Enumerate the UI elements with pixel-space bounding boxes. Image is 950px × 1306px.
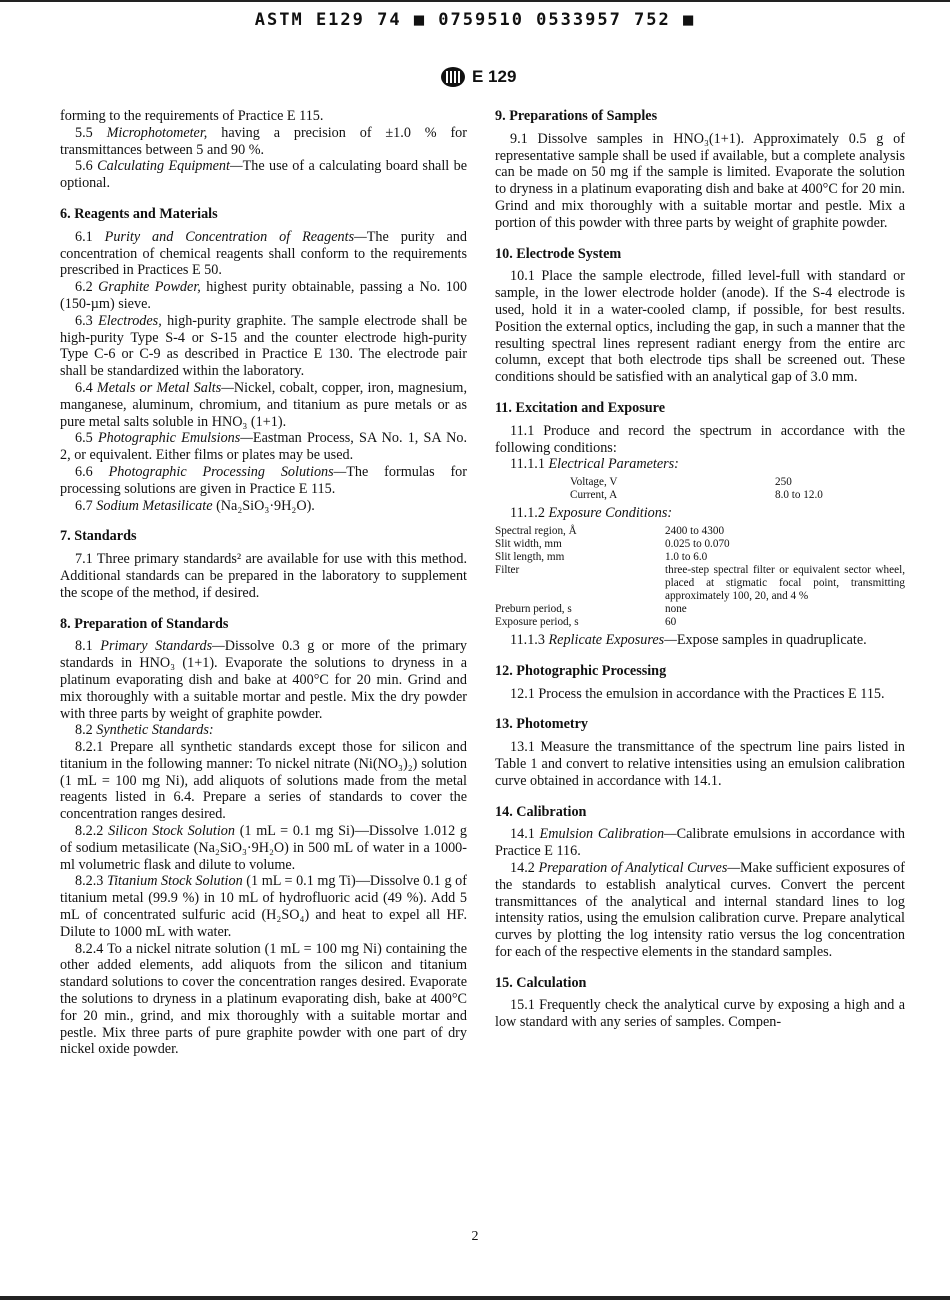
param-name: Filter (495, 563, 520, 576)
clause-title: Preparation of Analytical Curves— (538, 859, 740, 876)
clause-number: 6.7 (75, 497, 97, 514)
clause-title: Sodium Metasilicate (96, 497, 213, 514)
clause-number: 6.4 (75, 379, 97, 396)
clause-number: 5.5 (75, 124, 107, 141)
clause-title: Photographic Processing Solutions— (108, 463, 347, 480)
paragraph (60, 125, 467, 159)
bottom-rule (0, 1296, 950, 1300)
exposure-conditions-table (495, 525, 905, 629)
paragraph: 10.1 Place the sample electrode, filled level-full with standard or sample, in the lower electrode holder (anode). If the S-4 electrode is used, hold it in a water-cooled clamp, if possible, for best results. Position the external optics, including the gap, in such a manner that the resulting spectral lines represent radiant energy from the entire arc column, except that both electrode tips shall be screened out. These conditions should be satisfied with an analytical gap of 3.0 mm. (495, 268, 905, 386)
right-column (495, 108, 905, 1031)
table-row (495, 551, 905, 564)
scan-header-line: ASTM E129 74 ■ 0759510 0533957 752 ■ (254, 10, 696, 30)
paragraph (495, 860, 905, 961)
clause-title: Synthetic Standards: (96, 722, 214, 739)
clause-number: 6.5 (75, 430, 98, 447)
paragraph (495, 456, 905, 473)
clause-number: 8.2.3 (75, 873, 107, 890)
clause-number: 8.2.2 (75, 823, 109, 840)
paragraph: 12.1 Process the emulsion in accordance with the Practices E 115. (510, 685, 885, 702)
clause-text: Calibrate emulsions in accordance with Practice E 116. (495, 826, 906, 860)
clause-text: The purity and concentration of chemical reagents shall conform to the requirements prescribed in Practices E 50. (60, 228, 467, 279)
clause-text: having a precision of ±1.0 % for transmittances between 5 and 90 %. (60, 124, 468, 158)
section-heading: 13. Photometry (495, 716, 588, 733)
table-row (495, 616, 905, 629)
paragraph (495, 505, 905, 522)
clause-title: Primary Standards— (100, 638, 225, 655)
section-heading: 12. Photographic Processing (495, 662, 667, 679)
clause-text: high-purity graphite. The sample electrode shall be high-purity Type S-4 or S-15 and the counter electrode high-purity Type C-6 or C-9 as described in Practice E 130. The electrode pair shall be standardized within the laboratory. (60, 312, 468, 380)
section-heading: 10. Electrode System (495, 245, 622, 262)
param-value: none (665, 602, 687, 615)
clause-title: Microphotometer, (106, 124, 208, 141)
clause-title: Electrodes, (98, 312, 162, 329)
clause-title: Replicate Exposures— (548, 631, 677, 648)
clause-title: Purity and Concentration of Reagents— (104, 228, 367, 245)
clause-number: 8.2 (75, 722, 97, 739)
clause-text: Nickel, cobalt, copper, iron, magnesium, manganese, aluminum, chromium, and titanium as pure metals or as pure metal salts soluble in HNO₃ (1+1). (60, 379, 468, 430)
param-name: Voltage, V (570, 476, 618, 489)
param-value: 1.0 to 6.0 (665, 550, 708, 563)
clause-number: 14.2 (510, 859, 539, 876)
standard-header (440, 66, 516, 88)
clause-text: The use of a calculating board shall be optional. (60, 158, 467, 192)
paragraph (60, 380, 467, 430)
astm-logo-icon (440, 66, 466, 88)
table-row (495, 538, 905, 551)
clause-text: Make sufficient exposures of the standards to establish analytical curves. Convert the percent transmittances of the analytical and internal standard lines to log intensity ratios, using the emulsion calibration curve. Prepare analytical curves by plotting the log intensity ratio versus the log concentration for each of the respective elements in the standard samples. (495, 859, 905, 960)
clause-text: highest purity obtainable, passing a No. 100 (150-µm) sieve. (60, 279, 467, 312)
param-name: Current, A (570, 489, 618, 502)
paragraph: 9.1 Dissolve samples in HNO₃(1+1). Approximately 0.5 g of representative sample shall be used if available, but a complete analysis can be made on 50 mg if the sample is limited. Evaporate the solution to dryness in a platinum evaporating dish and bake at 400°C for 20 min. Grind and mix thoroughly with a suitable mortar and pestle. Mix a portion of this powder with three parts by weight of graphite powder. (495, 130, 905, 231)
paragraph: 11.1 Produce and record the spectrum in accordance with the following conditions: (495, 422, 905, 456)
param-name: Slit length, mm (495, 550, 565, 563)
paragraph: 8.2.1 Prepare all synthetic standards except those for silicon and titanium in the following manner: To nickel nitrate (Ni(NO₃)₂) solution (1 mL = 100 mg Ni), add aliquots of solutions made from the metal reagents listed in 6.4. Prepare a series of standards to cover the concentration ranges desired. (60, 739, 467, 823)
paragraph (495, 826, 905, 860)
paragraph (495, 632, 905, 649)
clause-text: (1 mL = 0.1 mg Ti)—Dissolve 0.1 g of titanium metal (99.9 %) in 10 mL of hydrofluoric acid (49 %). Add 5 mL of concentrated sulfuric acid (H₂SO₄) and heat to expel all HF. Dilute to 1000 mL with water. (60, 873, 467, 940)
top-rule (0, 0, 950, 2)
section-heading: 9. Preparations of Samples (495, 108, 658, 124)
clause-number: 6.3 (75, 312, 99, 329)
clause-title: Silicon Stock Solution (108, 823, 235, 840)
clause-number: 11.1.3 (510, 631, 549, 648)
clause-title: Electrical Parameters: (548, 456, 679, 473)
paragraph (60, 873, 467, 940)
clause-number: 5.6 (75, 158, 98, 175)
paragraph (60, 279, 467, 313)
table-row (570, 489, 905, 502)
standard-number: E 129 (472, 67, 517, 86)
clause-title: Emulsion Calibration— (539, 826, 677, 843)
clause-title: Graphite Powder, (98, 279, 201, 296)
clause-number: 11.1.1 (510, 456, 549, 473)
clause-number: 6.1 (75, 228, 105, 245)
electrical-parameters-table (570, 476, 905, 502)
paragraph (60, 464, 467, 498)
paragraph (60, 158, 467, 192)
section-heading: 15. Calculation (495, 974, 587, 991)
paragraph: 8.2.4 To a nickel nitrate solution (1 mL = 100 mg Ni) containing the other added elements, add aliquots from the silicon and titanium standard solutions to cover the concentration ranges desired. Evaporate the solutions to dryness in a platinum evaporating dish, bake at 400°C for 20 min., grind, and mix thoroughly with a suitable mortar and pestle. Mix three parts of pure graphite powder with one part of dry nickel oxide powder. (60, 940, 467, 1058)
table-row (495, 603, 905, 616)
clause-text: Dissolve 0.3 g or more of the primary standards in HNO₃ (1+1). Evaporate the solutions to dryness in a platinum evaporating dish and bake at 400°C for 20 min. Grind and mix thoroughly with a suitable mortar and pestle. Mix the dry powder with three parts by weight of graphite powder. (60, 638, 468, 722)
paragraph (60, 229, 467, 279)
clause-number: 11.1.2 (510, 505, 549, 522)
param-value: 2400 to 4300 (665, 524, 725, 537)
clause-text: The formulas for processing solutions are given in Practice E 115. (60, 463, 467, 497)
paragraph (60, 430, 467, 464)
param-value: 250 (775, 476, 792, 489)
page-number: 2 (471, 1229, 479, 1244)
paragraph (60, 498, 467, 515)
clause-number: 6.2 (75, 279, 99, 296)
section-heading: 11. Excitation and Exposure (495, 399, 666, 416)
paragraph: 15.1 Frequently check the analytical curve by exposing a high and a low standard with any series of samples. Compen- (495, 997, 905, 1031)
clause-text: (Na₂SiO₃·9H₂O). (212, 497, 315, 514)
table-row (495, 525, 905, 538)
section-heading: 14. Calibration (495, 803, 587, 820)
left-column (60, 108, 467, 1058)
clause-title: Photographic Emulsions— (97, 430, 253, 447)
param-value: 60 (665, 615, 677, 628)
paragraph (60, 823, 467, 873)
clause-title: Titanium Stock Solution (106, 873, 243, 890)
section-heading: 8. Preparation of Standards (60, 615, 229, 632)
param-value: 0.025 to 0.070 (665, 537, 730, 550)
param-value: three-step spectral filter or equivalent sector wheel, placed at stigmatic focal point, transmitting approximately 100, 20, and 4 % (665, 563, 905, 602)
section-heading: 7. Standards (60, 528, 137, 545)
paragraph (60, 638, 467, 722)
param-name: Exposure period, s (495, 615, 579, 628)
param-value: 8.0 to 12.0 (775, 489, 823, 502)
clause-number: 6.6 (75, 463, 109, 480)
param-name: Slit width, mm (495, 537, 562, 550)
param-name: Spectral region, Å (495, 524, 577, 537)
table-row (570, 476, 905, 489)
clause-number: 14.1 (510, 826, 540, 843)
clause-title: Exposure Conditions: (548, 505, 673, 522)
clause-number: 8.1 (75, 638, 101, 655)
paragraph (60, 313, 467, 380)
param-name: Preburn period, s (495, 602, 572, 615)
paragraph: 13.1 Measure the transmittance of the spectrum line pairs listed in Table 1 and convert to relative intensities using an emulsion calibration curve obtained in accordance with 14.1. (495, 739, 905, 789)
paragraph: 7.1 Three primary standards² are available for use with this method. Additional standards can be prepared in the laboratory to supplement the scope of the method, if desired. (60, 551, 467, 601)
table-row (495, 564, 905, 603)
clause-text: (1 mL = 0.1 mg Si)—Dissolve 1.012 g of sodium metasilicate (Na₂SiO₃·9H₂O) in 500 mL of water in a 1000-ml volumetric flask and dilute to volume. (60, 823, 468, 873)
clause-text: Eastman Process, SA No. 1, SA No. 2, or equivalent. Either films or plates may be used. (60, 430, 467, 464)
clause-title: Metals or Metal Salts— (96, 379, 234, 396)
clause-text: Expose samples in quadruplicate. (676, 631, 867, 648)
paragraph: forming to the requirements of Practice E 115. (60, 108, 324, 124)
clause-title: Calculating Equipment— (97, 158, 243, 175)
paragraph (60, 722, 467, 739)
section-heading: 6. Reagents and Materials (60, 205, 218, 222)
